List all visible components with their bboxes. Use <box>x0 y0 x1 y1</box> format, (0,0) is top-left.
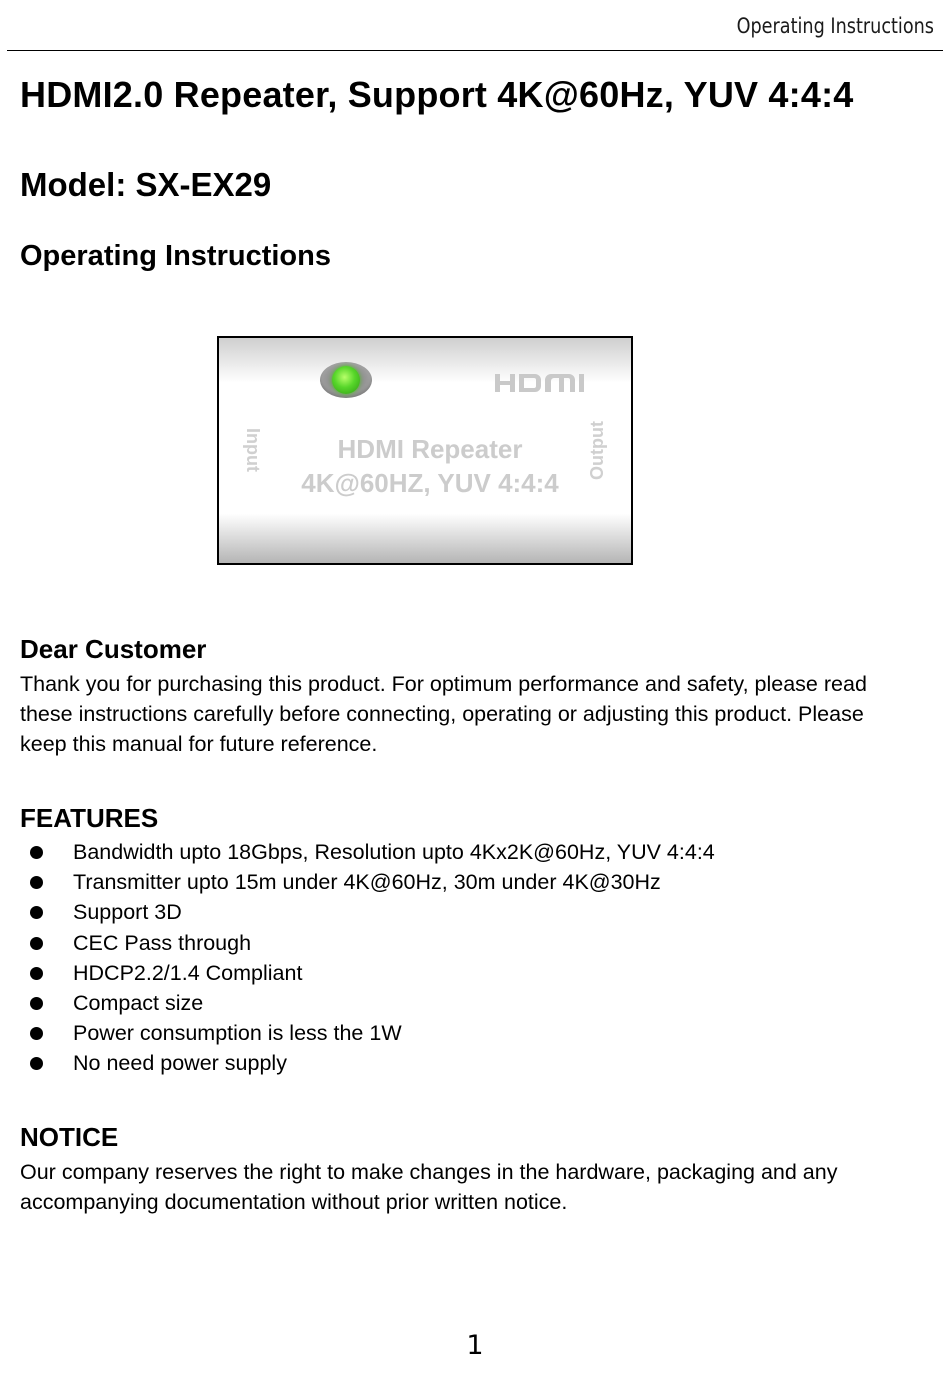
bullet-icon <box>30 1027 43 1040</box>
feature-text: No need power supply <box>73 1051 287 1076</box>
bullet-icon <box>30 997 43 1010</box>
features-list <box>20 837 715 1079</box>
paragraph-line: these instructions carefully before connecting, operating or adjusting this product. Please <box>20 702 864 726</box>
bullet-icon <box>30 937 43 950</box>
page-number: 1 <box>466 1330 484 1361</box>
paragraph-line: accompanying documentation without prior written notice. <box>20 1190 568 1214</box>
paragraph-line: keep this manual for future reference. <box>20 732 378 756</box>
feature-text: Transmitter upto 15m under 4K@60Hz, 30m under 4K@30Hz <box>73 870 661 895</box>
bullet-icon <box>30 876 43 889</box>
bullet-icon <box>30 846 43 859</box>
list-item <box>20 867 715 897</box>
list-item <box>20 958 715 988</box>
document-title: HDMI2.0 Repeater, Support 4K@60Hz, YUV 4:4:4 <box>20 74 854 115</box>
feature-text: CEC Pass through <box>73 930 252 955</box>
feature-text: Power consumption is less the 1W <box>73 1021 402 1046</box>
bullet-icon <box>30 906 43 919</box>
features-heading: FEATURES <box>20 803 159 833</box>
device-spec-label: 4K@60HZ, YUV 4:4:4 <box>301 468 559 498</box>
paragraph-line: Thank you for purchasing this product. For optimum performance and safety, please read <box>20 672 867 696</box>
output-port-label: Output <box>587 421 607 480</box>
list-item <box>20 1018 715 1048</box>
feature-text: HDCP2.2/1.4 Compliant <box>73 960 303 985</box>
list-item <box>20 988 715 1018</box>
list-item <box>20 897 715 927</box>
list-item <box>20 1048 715 1078</box>
dear-customer-heading: Dear Customer <box>20 634 207 664</box>
header-divider <box>7 50 943 51</box>
device-name-label: HDMI Repeater <box>337 434 523 464</box>
model-number: Model: SX-EX29 <box>20 166 272 203</box>
notice-heading: NOTICE <box>20 1122 119 1152</box>
notice-paragraph <box>20 1157 920 1217</box>
led-light <box>332 366 360 394</box>
running-header: Operating Instructions <box>736 14 934 38</box>
bullet-icon <box>30 1057 43 1070</box>
hdmi-logo-icon <box>495 366 605 400</box>
bullet-icon <box>30 967 43 980</box>
feature-text: Support 3D <box>73 900 182 925</box>
feature-text: Bandwidth upto 18Gbps, Resolution upto 4Kx2K@60Hz, YUV 4:4:4 <box>73 840 715 864</box>
product-illustration <box>217 336 633 565</box>
power-led-icon <box>320 362 372 398</box>
list-item <box>20 928 715 958</box>
feature-text: Compact size <box>73 990 204 1015</box>
input-port-label: Input <box>243 428 263 472</box>
dear-customer-paragraph <box>20 669 920 759</box>
list-item <box>20 837 715 867</box>
document-subtitle: Operating Instructions <box>20 240 331 272</box>
paragraph-line: Our company reserves the right to make changes in the hardware, packaging and any <box>20 1160 838 1184</box>
